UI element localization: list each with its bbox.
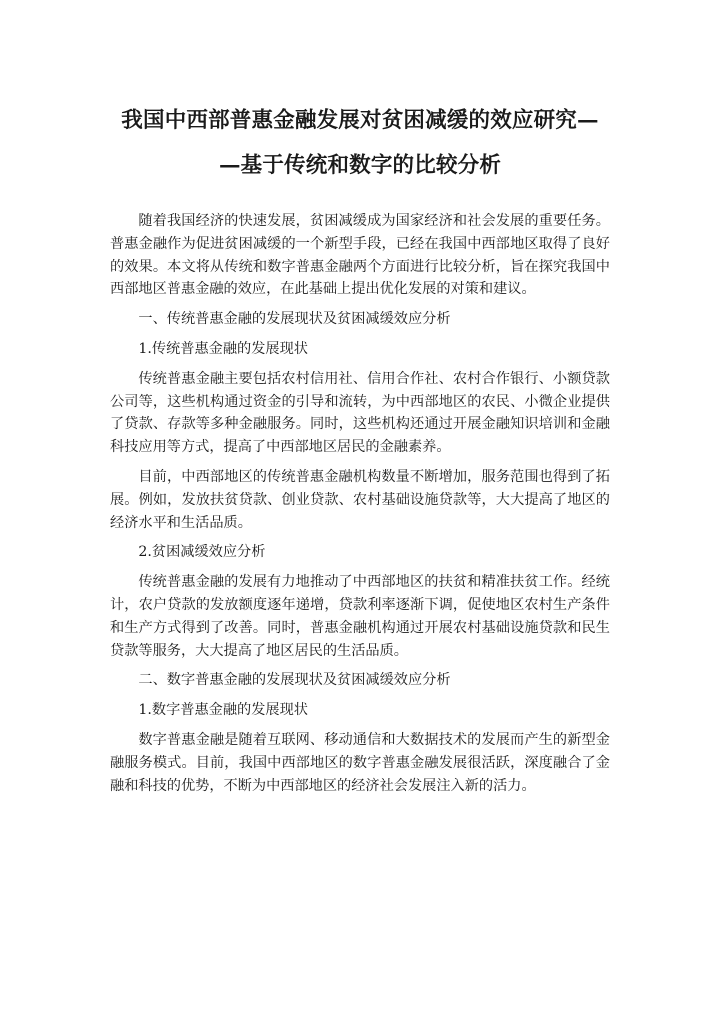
section-heading-1: 一、传统普惠金融的发展现状及贫困减缓效应分析 [138, 311, 451, 328]
paragraph-traditional-status-1: 传统普惠金融主要包括农村信用社、信用合作社、农村合作银行、小额贷款公司等，这些机构通过资金的引导和流转，为中西部地区的农民、小微企业提供了贷款、存款等多种金融服务。同时，这些机构还通过开展金融知识培训和金融科技应用等方式，提高了中西部地区居民的金融素养。 [110, 370, 610, 456]
paragraph-poverty-effect: 传统普惠金融的发展有力地推动了中西部地区的扶贫和精准扶贫工作。经统计，农户贷款的发放额度逐年递增，贷款利率逐渐下调，促使地区农村生产条件和生产方式得到了改善。同时，普惠金融机构通过开展农村基础设施贷款和民生贷款等服务，大大提高了地区居民的生活品质。 [110, 574, 610, 659]
paragraph-digital-status: 数字普惠金融是随着互联网、移动通信和大数据技术的发展而产生的新型金融服务模式。目前，我国中西部地区的数字普惠金融发展很活跃，深度融合了金融和科技的优势，不断为中西部地区的经济社会发展注入新的活力。 [110, 731, 610, 794]
section-heading-2: 二、数字普惠金融的发展现状及贫困减缓效应分析 [138, 672, 451, 689]
subsection-heading-1-2: 2.贫困减缓效应分析 [138, 544, 266, 561]
subsection-heading-2-1: 1.数字普惠金融的发展现状 [138, 702, 308, 719]
document-body [110, 210, 610, 804]
subsection-heading-1-1: 1.传统普惠金融的发展现状 [138, 340, 308, 357]
document-title-line-1: 我国中西部普惠金融发展对贫困减缓的效应研究— [121, 108, 599, 133]
document-title-line-2: —基于传统和数字的比较分析 [218, 153, 502, 178]
paragraph-traditional-status-2: 目前，中西部地区的传统普惠金融机构数量不断增加，服务范围也得到了拓展。例如，发放扶贫贷款、创业贷款、农村基础设施贷款等，大大提高了地区的经济水平和生活品质。 [110, 468, 610, 531]
paragraph-intro: 随着我国经济的快速发展，贫困减缓成为国家经济和社会发展的重要任务。普惠金融作为促进贫困减缓的一个新型手段，已经在我国中西部地区取得了良好的效果。本文将从传统和数字普惠金融两个方面进行比较分析，旨在探究我国中西部地区普惠金融的效应，在此基础上提出优化发展的对策和建议。 [110, 213, 610, 298]
